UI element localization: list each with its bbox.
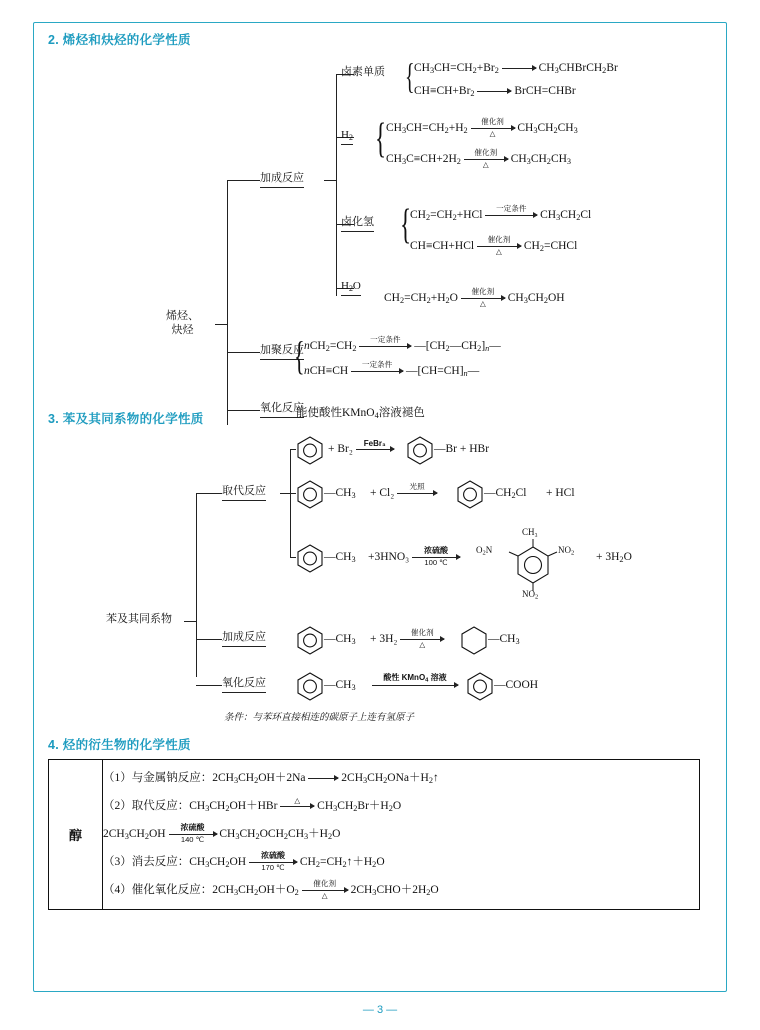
equation-h2-1: $CH_3CH=CH_2+H_2$ 催化剂 △ $CH_3CH_2CH_3$ <box>386 116 578 138</box>
equation-h2o-1: $CH_2=CH_2+H_2O$ 催化剂 △ $CH_3CH_2OH$ <box>384 286 565 308</box>
benzene-root-label: 苯及其同系物 <box>106 613 172 625</box>
alcohol-reaction-2: （2）取代反应：$CH_3CH_2OH+HBr$ △ $CH_3CH_2Br+H_2O$ <box>103 795 402 814</box>
branch-polymerization-label: 加聚反应 <box>260 344 304 360</box>
benzene-ring-icon <box>466 671 494 701</box>
equation-nitration: +3HNO₃ 浓硫酸 100 ℃ <box>368 551 460 563</box>
equation-poly-2: nCH≡CH 一定条件 $―[CH=CH]_n―$ <box>304 359 480 379</box>
reaction-arrow-catalyst: 催化剂 △ <box>461 298 505 299</box>
reaction-arrow-light: 光照 <box>397 493 437 494</box>
reaction-arrow-catalyst: 催化剂 △ <box>464 159 508 160</box>
nitration-extra: + $3H_2O$ <box>596 551 632 565</box>
alcohol-reaction-5: （4）催化氧化反应：$2CH_3CH_2OH+O_2$ 催化剂 △ $2CH_3CHO+2H_2O$ <box>103 879 439 901</box>
tnt-no2-left: $O_2N$ <box>476 545 493 557</box>
spine-to-addition <box>227 180 260 181</box>
benzene-ring-icon <box>296 435 324 465</box>
equation-bromination: + Br₂ FeBr₃ <box>328 443 394 455</box>
page-number-value: 3 <box>376 1004 384 1016</box>
benzene-ring-icon <box>296 543 324 573</box>
tnt-ch3: CH₃ <box>522 527 538 537</box>
main-spine <box>227 180 228 425</box>
section-title-derivatives: 4. 烃的衍生物的化学性质 <box>48 738 191 752</box>
reagent-h2o-label: $H_2O$ <box>341 280 361 296</box>
toluene-substituent: $―CH_3$ <box>324 633 356 647</box>
hydrogenation-product: $―CH_3$ <box>488 633 520 647</box>
spine-to-substitution <box>196 493 222 494</box>
spine-to-poly <box>227 352 260 353</box>
spine-to-oxidation <box>227 410 260 411</box>
reaction-arrow <box>477 91 511 92</box>
reaction-arrow-condition: 一定条件 <box>485 215 537 216</box>
reaction-arrow <box>502 68 536 69</box>
bromination-product: ―Br + HBr <box>434 443 490 455</box>
tnt-no2-bottom: $NO_2$ <box>522 589 539 601</box>
cyclohexane-ring-icon <box>460 625 488 655</box>
benzene-ring-icon <box>456 479 484 509</box>
table-row <box>49 760 700 910</box>
reaction-arrow <box>308 778 338 779</box>
reaction-arrow-condition: 一定条件 <box>351 371 403 372</box>
chlorination-product: $―CH_2Cl$ <box>484 487 527 501</box>
branch-addition-label: 加成反应 <box>260 172 304 188</box>
equation-benzene-oxidation <box>372 673 458 691</box>
equation-halogen-2: $CH\equiv CH+Br_2$ BrCH=CHBr <box>414 85 576 99</box>
benzene-oxidation-product: ―COOH <box>494 679 539 691</box>
root-connector <box>215 324 227 325</box>
equation-hydrogenation: + 3H₂ 催化剂 △ <box>370 633 444 645</box>
reagent-hx-label: 卤化氢 <box>341 216 374 232</box>
benzene-addition-label: 加成反应 <box>222 631 266 647</box>
reaction-arrow-catalyst: 催化剂 △ <box>477 246 521 247</box>
reaction-arrow-h2so4-170: 浓硫酸 170 ℃ <box>249 862 297 863</box>
section-title-alkene: 2. 烯烃和炔烃的化学性质 <box>48 33 191 47</box>
benzene-substitution-label: 取代反应 <box>222 485 266 501</box>
subst-connector <box>280 493 290 494</box>
equation-hx-2: CH≡CH+HCl 催化剂 △ $CH_2=CHCl$ <box>410 234 578 256</box>
brace-halogen: { <box>405 56 415 96</box>
benzene-oxidation-label: 氧化反应 <box>222 677 266 693</box>
reaction-arrow-catalyst: 催化剂 △ <box>471 128 515 129</box>
reaction-arrow-catalyst: 催化剂 △ <box>302 890 348 891</box>
benzene-ring-icon <box>406 435 434 465</box>
reaction-arrow-condition: 一定条件 <box>359 346 411 347</box>
tnt-no2-right: $NO_2$ <box>558 545 575 557</box>
alkene-oxidation-text: 能使酸性KMnO$_4$溶液褪色 <box>296 407 425 421</box>
section-title-benzene: 3. 苯及其同系物的化学性质 <box>48 412 204 426</box>
tnt-structure <box>478 529 588 609</box>
benzene-spine <box>196 493 197 677</box>
reaction-arrow-catalyst: 催化剂 △ <box>400 639 444 640</box>
reagent-h2-label: $H_2$ <box>341 129 353 145</box>
equation-halogen-1: $CH_3CH=CH_2+Br_2$ $CH_3CHBrCH_2Br$ <box>414 62 618 76</box>
brace-poly: { <box>294 333 305 378</box>
alcohol-reaction-1: （1）与金属钠反应：$2CH_3CH_2OH+2Na$ $2CH_3CH_2ONa+H_2↑$ <box>103 772 439 786</box>
benzene-ring-icon <box>296 671 324 701</box>
alcohol-reaction-3: $2CH_3CH_2OH$ 浓硫酸 140 ℃ $CH_3CH_2OCH_2CH_3+H_2O$ <box>103 822 341 844</box>
equation-hx-1: $CH_2=CH_2+HCl$ 一定条件 $CH_3CH_2Cl$ <box>410 203 592 223</box>
reaction-arrow-h2so4-140: 浓硫酸 140 ℃ <box>169 834 217 835</box>
reagent-halogen-label: 卤素单质 <box>341 66 385 78</box>
equation-poly-1: $nCH_2=CH_2$ 一定条件 $―[CH_2―CH_2]_n―$ <box>304 334 501 354</box>
reaction-arrow-febr3: FeBr₃ <box>356 449 394 450</box>
branch-oxidation-label: 氧化反应 <box>260 402 304 418</box>
spine-to-oxidation-b <box>196 685 222 686</box>
reaction-arrow-h2so4: 浓硫酸 100 ℃ <box>412 557 460 558</box>
spine-to-hydrogenation <box>196 639 222 640</box>
page-number: — 3 — <box>362 1004 398 1016</box>
toluene-substituent: $―CH_3$ <box>324 551 356 565</box>
alcohol-row-body <box>103 760 700 910</box>
reaction-arrow-kmno4: 酸性 KMnO$_4$ 溶液 <box>372 685 458 686</box>
brace-hx: { <box>400 202 412 248</box>
benzene-ring-icon <box>296 479 324 509</box>
page-content <box>48 30 728 910</box>
brace-h2: { <box>375 116 387 162</box>
alcohol-reaction-4: （3）消去反应：$CH_3CH_2OH$ 浓硫酸 170 ℃ $CH_2=CH_2↑+H_2O$ <box>103 851 385 873</box>
addition-connector <box>324 180 336 181</box>
alcohol-table <box>48 759 700 910</box>
benzene-condition-note: 条件：与苯环直接相连的碳原子上连有氢原子 <box>224 713 415 723</box>
alkene-root-label: 烯烃、 炔烃 <box>166 310 199 336</box>
chlorination-extra: + HCl <box>546 487 575 499</box>
benzene-ring-icon <box>296 625 324 655</box>
benzene-diagram <box>48 431 728 731</box>
reaction-arrow-delta: △ <box>280 806 314 807</box>
toluene-substituent: $―CH_3$ <box>324 487 356 501</box>
benzene-root-connector <box>184 621 196 622</box>
addition-spine <box>336 74 337 296</box>
equation-chlorination: + Cl₂ 光照 <box>370 487 437 499</box>
equation-h2-2: $CH_3C\equiv CH+2H_2$ 催化剂 △ $CH_3CH_2CH_3$ <box>386 147 572 169</box>
alcohol-row-key: 醇 <box>49 760 103 910</box>
subst-spine <box>290 449 291 557</box>
toluene-substituent: $―CH_3$ <box>324 679 356 693</box>
